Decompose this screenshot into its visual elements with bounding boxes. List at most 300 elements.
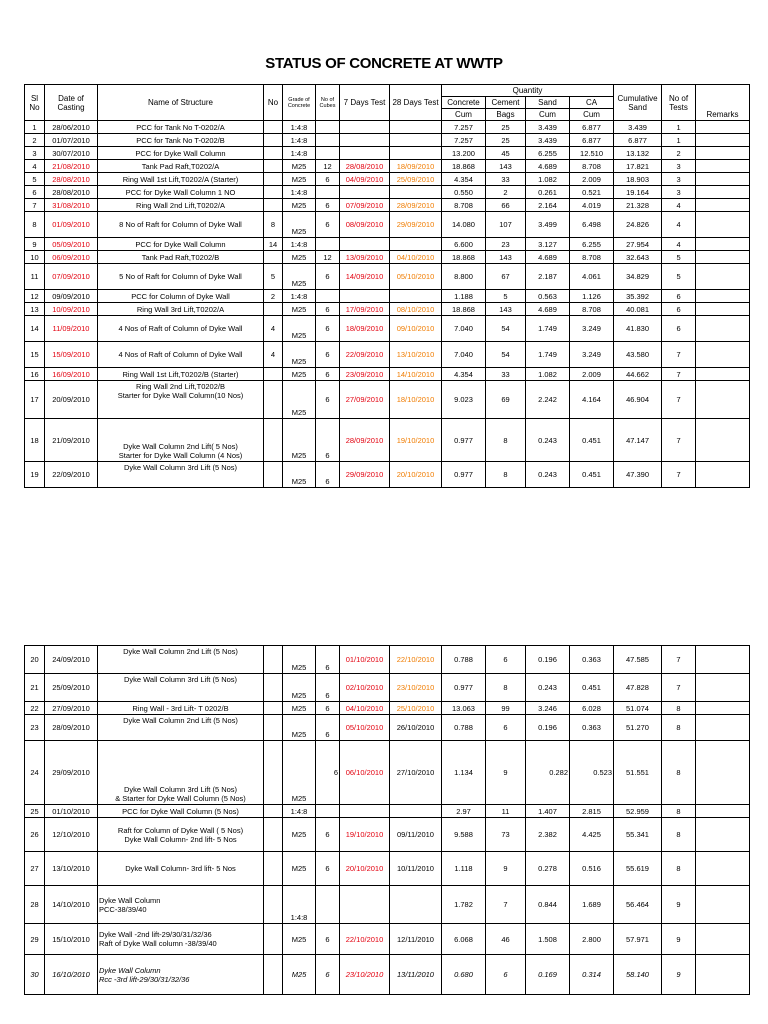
cell-ca: 2.815 [570,805,614,818]
table-row [25,674,750,702]
cell-cumulative-sand: 40.081 [614,303,662,316]
cell-no-of-cubes: 6 [316,462,340,488]
cell-concrete: 7.257 [442,134,486,147]
cell-cement: 11 [486,805,526,818]
cell-cement: 73 [486,818,526,852]
cell-7-days-test [340,121,390,134]
cell-sl-no: 27 [25,852,45,886]
cell-sand: 1.508 [526,924,570,955]
cell-grade: M25 [283,316,316,342]
header-concrete: Concrete [442,97,486,109]
cell-remarks [696,147,750,160]
cell-sand: 1.407 [526,805,570,818]
cell-name-of-structure: Dyke Wall Column- 3rd lift- 5 Nos [98,852,264,886]
cell-no: 5 [264,264,283,290]
cell-grade: M25 [283,251,316,264]
cell-grade: 1:4:8 [283,238,316,251]
cell-no-of-tests: 7 [662,368,696,381]
cell-cumulative-sand: 3.439 [614,121,662,134]
cell-name-of-structure: Dyke Wall Column PCC-38/39/40 [98,886,264,924]
cell-cement: 2 [486,186,526,199]
cell-sand: 6.255 [526,147,570,160]
cell-sl-no: 20 [25,646,45,674]
cell-28-days-test [390,134,442,147]
cell-remarks [696,805,750,818]
cell-cumulative-sand: 32.643 [614,251,662,264]
cell-name-of-structure: Dyke Wall Column 3rd Lift (5 Nos) [98,674,264,702]
cell-sand: 2.242 [526,381,570,419]
cell-7-days-test: 23/09/2010 [340,368,390,381]
cell-no-of-cubes [316,238,340,251]
header-cement: Cement [486,97,526,109]
cell-date-of-casting: 27/09/2010 [45,702,98,715]
cell-no: 4 [264,316,283,342]
cell-cumulative-sand: 51.551 [614,741,662,805]
cell-28-days-test: 25/09/2010 [390,173,442,186]
cell-grade: M25 [283,381,316,419]
cell-ca: 0.451 [570,419,614,462]
cell-28-days-test: 09/10/2010 [390,316,442,342]
cell-no-of-tests: 3 [662,186,696,199]
cell-cumulative-sand: 44.662 [614,368,662,381]
cell-ca: 0.451 [570,674,614,702]
cell-date-of-casting: 11/09/2010 [45,316,98,342]
cell-ca: 6.498 [570,212,614,238]
cell-no: 4 [264,342,283,368]
cell-grade: 1:4:8 [283,805,316,818]
cell-date-of-casting: 28/08/2010 [45,173,98,186]
header-unit-ca: Cum [570,109,614,121]
cell-7-days-test [340,186,390,199]
cell-no-of-tests: 7 [662,381,696,419]
cell-name-of-structure: Dyke Wall Column Rcc -3rd lift-29/30/31/32/36 [98,955,264,995]
table-row [25,134,750,147]
cell-cumulative-sand: 55.619 [614,852,662,886]
cell-no-of-tests: 9 [662,886,696,924]
cell-28-days-test: 22/10/2010 [390,646,442,674]
cell-grade: M25 [283,368,316,381]
header-sand: Sand [526,97,570,109]
cell-date-of-casting: 01/09/2010 [45,212,98,238]
cell-no-of-cubes: 6 [316,741,340,805]
cell-cement: 7 [486,886,526,924]
cell-grade: M25 [283,303,316,316]
cell-date-of-casting: 28/09/2010 [45,715,98,741]
cell-sand: 4.689 [526,251,570,264]
cell-concrete: 0.977 [442,674,486,702]
cell-date-of-casting: 31/08/2010 [45,199,98,212]
cell-7-days-test: 14/09/2010 [340,264,390,290]
table-row [25,924,750,955]
cell-remarks [696,674,750,702]
cell-remarks [696,646,750,674]
cell-no [264,886,283,924]
cell-7-days-test: 17/09/2010 [340,303,390,316]
cell-ca: 3.249 [570,316,614,342]
cell-no-of-cubes: 6 [316,646,340,674]
cell-name-of-structure: 4 Nos of Raft of Column of Dyke Wall [98,316,264,342]
cell-no [264,805,283,818]
cell-sl-no: 7 [25,199,45,212]
cell-no-of-tests: 4 [662,212,696,238]
cell-sand: 0.169 [526,955,570,995]
cell-7-days-test: 29/09/2010 [340,462,390,488]
cell-sl-no: 11 [25,264,45,290]
cell-name-of-structure: Tank Pad Raft,T0202/A [98,160,264,173]
header-unit-concrete: Cum [442,109,486,121]
table-row [25,121,750,134]
cell-no-of-cubes [316,134,340,147]
cell-ca: 3.249 [570,342,614,368]
cell-no [264,741,283,805]
cell-no-of-tests: 5 [662,251,696,264]
cell-no-of-tests: 7 [662,342,696,368]
cell-ca: 6.877 [570,121,614,134]
cell-date-of-casting: 15/09/2010 [45,342,98,368]
cell-no: 14 [264,238,283,251]
cell-sl-no: 2 [25,134,45,147]
cell-no [264,147,283,160]
cell-ca: 4.164 [570,381,614,419]
cell-grade: 1:4:8 [283,147,316,160]
header-no-of-tests: No of Tests [662,85,696,121]
cell-no-of-tests: 8 [662,715,696,741]
cell-cumulative-sand: 6.877 [614,134,662,147]
cell-cement: 9 [486,741,526,805]
cell-no-of-cubes: 6 [316,852,340,886]
cell-28-days-test [390,290,442,303]
cell-no-of-cubes: 6 [316,818,340,852]
cell-ca: 0.451 [570,462,614,488]
table-row [25,264,750,290]
cell-no-of-cubes: 6 [316,381,340,419]
cell-cumulative-sand: 21.328 [614,199,662,212]
cell-remarks [696,955,750,995]
cell-cumulative-sand: 47.585 [614,646,662,674]
cell-remarks [696,303,750,316]
cell-sl-no: 15 [25,342,45,368]
cell-no-of-tests: 1 [662,121,696,134]
cell-sl-no: 23 [25,715,45,741]
cell-grade: M25 [283,955,316,995]
cell-remarks [696,212,750,238]
header-28-days-test: 28 Days Test [390,85,442,121]
cell-grade: 1:4:8 [283,886,316,924]
cell-28-days-test: 27/10/2010 [390,741,442,805]
cell-7-days-test: 22/09/2010 [340,342,390,368]
cell-cement: 8 [486,462,526,488]
cell-name-of-structure: 4 Nos of Raft of Column of Dyke Wall [98,342,264,368]
cell-cumulative-sand: 52.959 [614,805,662,818]
cell-cement: 5 [486,290,526,303]
cell-date-of-casting: 12/10/2010 [45,818,98,852]
table-row [25,741,750,805]
cell-remarks [696,368,750,381]
cell-sand: 0.196 [526,646,570,674]
cell-name-of-structure: PCC for Dyke Wall Column (5 Nos) [98,805,264,818]
cell-concrete: 13.063 [442,702,486,715]
cell-cumulative-sand: 57.971 [614,924,662,955]
cell-28-days-test: 20/10/2010 [390,462,442,488]
cell-no-of-tests: 7 [662,646,696,674]
cell-remarks [696,342,750,368]
cell-ca: 2.800 [570,924,614,955]
cell-sl-no: 28 [25,886,45,924]
cell-name-of-structure: PCC for Column of Dyke Wall [98,290,264,303]
cell-7-days-test: 19/10/2010 [340,818,390,852]
cell-7-days-test: 28/08/2010 [340,160,390,173]
cell-sand: 1.749 [526,342,570,368]
cell-no [264,173,283,186]
cell-grade: M25 [283,212,316,238]
cell-7-days-test: 18/09/2010 [340,316,390,342]
cell-cumulative-sand: 47.147 [614,419,662,462]
cell-cement: 8 [486,419,526,462]
cell-date-of-casting: 21/08/2010 [45,160,98,173]
cell-no-of-cubes [316,290,340,303]
cell-7-days-test: 04/09/2010 [340,173,390,186]
cell-28-days-test: 10/11/2010 [390,852,442,886]
cell-ca: 0.516 [570,852,614,886]
cell-cumulative-sand: 58.140 [614,955,662,995]
cell-no-of-cubes: 6 [316,702,340,715]
cell-sand: 0.243 [526,419,570,462]
cell-no [264,462,283,488]
cell-7-days-test: 27/09/2010 [340,381,390,419]
cell-name-of-structure: Ring Wall 1st Lift,T0202/A (Starter) [98,173,264,186]
cell-ca: 0.523 [570,741,614,805]
cell-no-of-cubes: 6 [316,955,340,995]
cell-28-days-test [390,186,442,199]
cell-cement: 25 [486,121,526,134]
cell-date-of-casting: 28/06/2010 [45,121,98,134]
cell-name-of-structure: PCC for Tank No T-0202/A [98,121,264,134]
cell-date-of-casting: 13/10/2010 [45,852,98,886]
cell-name-of-structure: PCC for Dyke Wall Column [98,147,264,160]
cell-ca: 0.314 [570,955,614,995]
cell-sl-no: 21 [25,674,45,702]
cell-concrete: 1.134 [442,741,486,805]
cell-cement: 8 [486,674,526,702]
header-ca: CA [570,97,614,109]
cell-sand: 2.382 [526,818,570,852]
cell-no-of-tests: 8 [662,805,696,818]
cell-no [264,955,283,995]
cell-7-days-test [340,886,390,924]
cell-cumulative-sand: 41.830 [614,316,662,342]
cell-remarks [696,381,750,419]
cell-no-of-tests: 7 [662,462,696,488]
cell-name-of-structure: 8 No of Raft for Column of Dyke Wall [98,212,264,238]
cell-no [264,199,283,212]
cell-28-days-test: 19/10/2010 [390,419,442,462]
cell-7-days-test: 06/10/2010 [340,741,390,805]
cell-name-of-structure: Raft for Column of Dyke Wall ( 5 Nos) Dyke Wall Column- 2nd lift- 5 Nos [98,818,264,852]
header-7-days-test: 7 Days Test [340,85,390,121]
cell-concrete: 0.550 [442,186,486,199]
cell-cumulative-sand: 47.828 [614,674,662,702]
cell-sand: 0.243 [526,462,570,488]
cell-name-of-structure: Dyke Wall -2nd lift-29/30/31/32/36 Raft of Dyke Wall column -38/39/40 [98,924,264,955]
cell-sl-no: 12 [25,290,45,303]
table-row [25,419,750,462]
cell-no-of-tests: 8 [662,818,696,852]
cell-no [264,702,283,715]
cell-remarks [696,924,750,955]
cell-no [264,303,283,316]
table-row [25,368,750,381]
cell-sl-no: 17 [25,381,45,419]
cell-cement: 23 [486,238,526,251]
cell-remarks [696,702,750,715]
cell-7-days-test [340,805,390,818]
cell-cement: 6 [486,955,526,995]
cell-ca: 4.019 [570,199,614,212]
cell-name-of-structure: Tank Pad Raft,T0202/B [98,251,264,264]
cell-28-days-test: 08/10/2010 [390,303,442,316]
cell-7-days-test: 13/09/2010 [340,251,390,264]
cell-no-of-cubes: 6 [316,368,340,381]
cell-no-of-cubes [316,186,340,199]
cell-concrete: 18.868 [442,251,486,264]
cell-date-of-casting: 20/09/2010 [45,381,98,419]
cell-date-of-casting: 16/10/2010 [45,955,98,995]
cell-no-of-tests: 8 [662,852,696,886]
cell-grade: M25 [283,462,316,488]
page-title: STATUS OF CONCRETE AT WWTP [265,55,503,72]
cell-name-of-structure: Ring Wall 3rd Lift,T0202/A [98,303,264,316]
table-row [25,702,750,715]
cell-ca: 0.363 [570,646,614,674]
cell-sl-no: 13 [25,303,45,316]
cell-concrete: 7.040 [442,316,486,342]
cell-no-of-cubes: 6 [316,674,340,702]
cell-7-days-test: 28/09/2010 [340,419,390,462]
cell-sl-no: 14 [25,316,45,342]
cell-no-of-cubes [316,805,340,818]
cell-no-of-tests: 9 [662,955,696,995]
cell-no-of-cubes: 6 [316,264,340,290]
cell-no-of-cubes: 6 [316,419,340,462]
cell-date-of-casting: 16/09/2010 [45,368,98,381]
cell-name-of-structure: Ring Wall 1st Lift,T0202/B (Starter) [98,368,264,381]
cell-28-days-test [390,805,442,818]
cell-no [264,251,283,264]
header-no-of-cubes: No of Cubes [316,85,340,121]
cell-remarks [696,134,750,147]
cell-grade: M25 [283,342,316,368]
cell-7-days-test: 07/09/2010 [340,199,390,212]
cell-cumulative-sand: 18.903 [614,173,662,186]
cell-grade: 1:4:8 [283,290,316,303]
cell-28-days-test: 18/10/2010 [390,381,442,419]
cell-remarks [696,251,750,264]
cell-28-days-test [390,121,442,134]
cell-no-of-tests: 6 [662,316,696,342]
table-row [25,160,750,173]
cell-sand: 0.243 [526,674,570,702]
cell-sand: 1.082 [526,368,570,381]
cell-concrete: 1.782 [442,886,486,924]
cell-concrete: 0.788 [442,646,486,674]
cell-cement: 33 [486,368,526,381]
cell-no [264,368,283,381]
cell-concrete: 4.354 [442,368,486,381]
cell-concrete: 14.080 [442,212,486,238]
cell-cumulative-sand: 19.164 [614,186,662,199]
cell-no-of-cubes: 6 [316,173,340,186]
cell-no-of-tests: 9 [662,924,696,955]
cell-cumulative-sand: 51.074 [614,702,662,715]
cell-28-days-test: 29/09/2010 [390,212,442,238]
cell-cumulative-sand: 56.464 [614,886,662,924]
cell-ca: 8.708 [570,160,614,173]
cell-ca: 2.009 [570,173,614,186]
cell-name-of-structure: Dyke Wall Column 3rd Lift (5 Nos) [98,462,264,488]
cell-no-of-cubes: 6 [316,715,340,741]
table-row [25,199,750,212]
cell-concrete: 1.118 [442,852,486,886]
cell-no [264,646,283,674]
cell-sand: 3.246 [526,702,570,715]
cell-no: 8 [264,212,283,238]
cell-cement: 143 [486,160,526,173]
cell-name-of-structure: Dyke Wall Column 2nd Lift( 5 Nos) Starter for Dyke Wall Column (4 Nos) [98,419,264,462]
cell-cumulative-sand: 47.390 [614,462,662,488]
cell-name-of-structure: Dyke Wall Column 3rd Lift (5 Nos) & Starter for Dyke Wall Column (5 Nos) [98,741,264,805]
cell-cement: 143 [486,303,526,316]
header-sl-no: Sl No [25,85,45,121]
cell-remarks [696,186,750,199]
cell-sand: 0.563 [526,290,570,303]
header-cumulative-sand: Cumulative Sand [614,85,662,121]
header-no: No [264,85,283,121]
cell-sand: 4.689 [526,303,570,316]
cell-grade: M25 [283,160,316,173]
header-unit-sand: Cum [526,109,570,121]
cell-concrete: 0.680 [442,955,486,995]
cell-date-of-casting: 28/08/2010 [45,186,98,199]
cell-date-of-casting: 25/09/2010 [45,674,98,702]
cell-name-of-structure: PCC for Dyke Wall Column 1 NO [98,186,264,199]
cell-concrete: 8.800 [442,264,486,290]
cell-cement: 67 [486,264,526,290]
cell-7-days-test: 01/10/2010 [340,646,390,674]
cell-sl-no: 18 [25,419,45,462]
cell-concrete: 4.354 [442,173,486,186]
cell-no-of-tests: 3 [662,160,696,173]
cell-date-of-casting: 10/09/2010 [45,303,98,316]
cell-grade: M25 [283,924,316,955]
cell-sl-no: 16 [25,368,45,381]
table-row [25,852,750,886]
cell-7-days-test [340,290,390,303]
concrete-status-table [24,84,750,488]
cell-remarks [696,316,750,342]
cell-concrete: 18.868 [442,160,486,173]
cell-remarks [696,741,750,805]
cell-grade: M25 [283,674,316,702]
cell-sand: 3.439 [526,134,570,147]
cell-grade: M25 [283,702,316,715]
cell-name-of-structure: Ring Wall 2nd Lift,T0202/B Starter for Dyke Wall Column(10 Nos) [98,381,264,419]
cell-concrete: 0.788 [442,715,486,741]
cell-cement: 25 [486,134,526,147]
cell-remarks [696,173,750,186]
cell-grade: M25 [283,264,316,290]
cell-sand: 0.261 [526,186,570,199]
cell-sand: 3.499 [526,212,570,238]
